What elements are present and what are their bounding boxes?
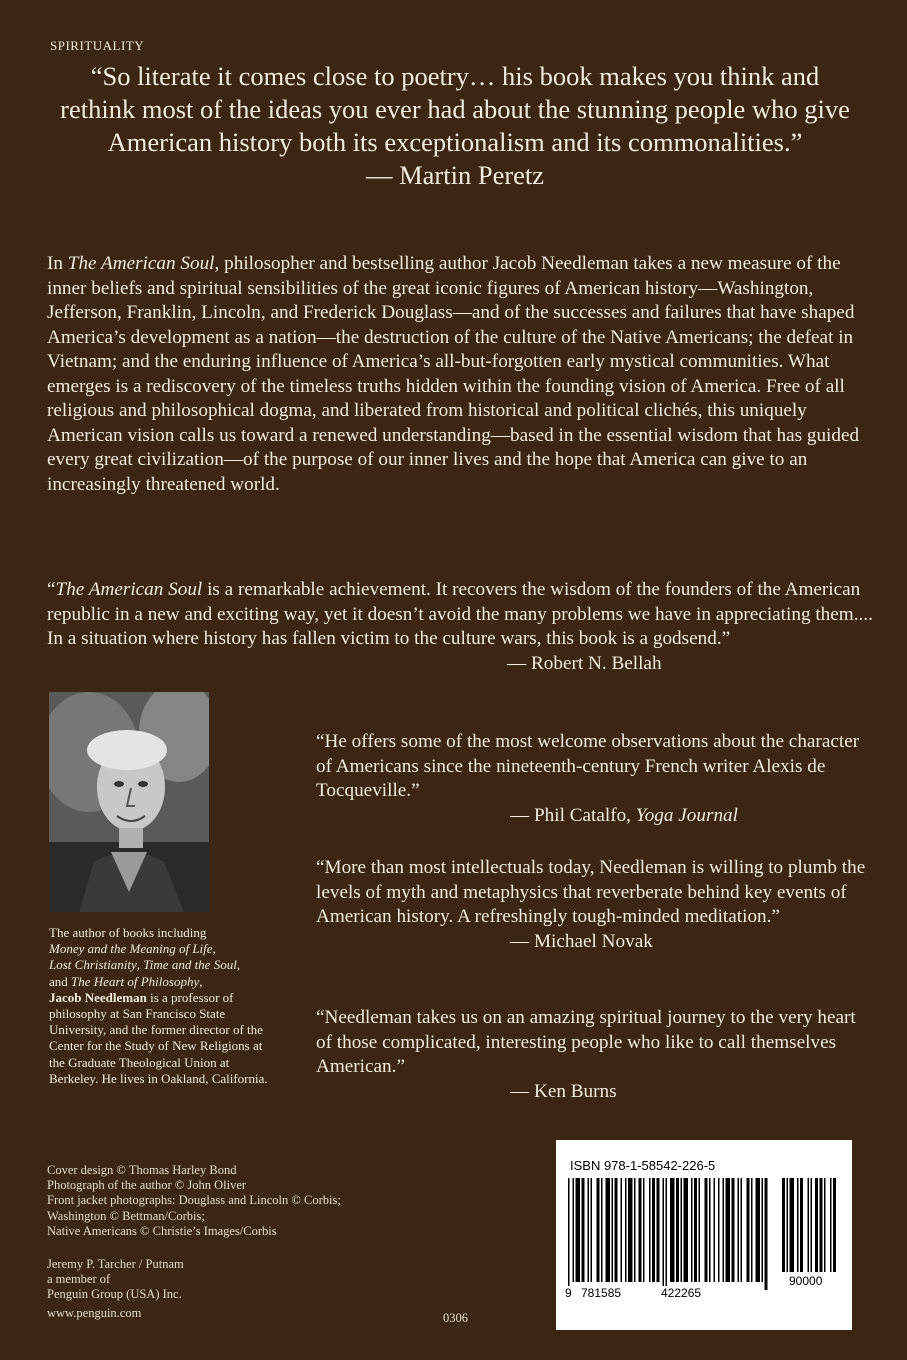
barcode-addon-bar xyxy=(820,1178,823,1272)
bellah-quote xyxy=(47,578,877,676)
bellah-quote-title: The American Soul xyxy=(55,579,203,600)
top-quote-attribution: — Martin Peretz xyxy=(365,160,545,190)
barcode-bar xyxy=(676,1178,679,1282)
barcode-bar xyxy=(576,1178,581,1282)
barcode-bar xyxy=(709,1178,711,1282)
barcode-bar xyxy=(705,1178,708,1282)
barcode-addon-bar xyxy=(800,1178,803,1272)
barcode-bar xyxy=(597,1178,600,1282)
novak-quote-attribution: — Michael Novak xyxy=(510,930,653,952)
barcode-bar xyxy=(601,1178,603,1282)
barcode-addon-bar xyxy=(815,1178,818,1272)
novak-quote-text: “More than most intellectuals today, Needleman is willing to plumb the levels of myth and metaphysics that reverberate behind key events of American history. A refreshingly tough-minded meditation.” xyxy=(316,857,866,927)
publisher-website: www.penguin.com xyxy=(47,1306,142,1320)
barcode-bar xyxy=(612,1178,614,1282)
barcode-addon-bar xyxy=(787,1178,789,1272)
catalfo-attribution-publication: Yoga Journal xyxy=(635,804,738,826)
barcode-bar xyxy=(732,1178,735,1282)
barcode-bar xyxy=(634,1178,636,1282)
burns-quote-text: “Needleman takes us on an amazing spiritual journey to the very heart of those complicated, interesting people who like to call themselves American.” xyxy=(316,1007,856,1077)
barcode-bar xyxy=(573,1178,575,1282)
barcode-bar xyxy=(621,1178,623,1282)
top-quote xyxy=(60,60,850,192)
catalfo-attribution-name: — Phil Catalfo, xyxy=(510,804,636,826)
barcode-bar xyxy=(751,1178,753,1282)
catalfo-quote xyxy=(316,730,876,828)
cover-credits: Cover design © Thomas Harley Bond Photograph of the author © John Oliver Front jacket photographs: Douglass and Lincoln © Corbis; Washington © Bettman/Corbis; Native Americans © Christie’s Images/Corbis xyxy=(47,1163,341,1238)
barcode-bar xyxy=(741,1178,743,1282)
barcode-bar xyxy=(663,1178,665,1290)
bellah-quote-attribution: — Robert N. Bellah xyxy=(507,652,662,674)
description-lead: In xyxy=(47,253,68,274)
author-portrait-image xyxy=(49,692,209,912)
barcode-bar xyxy=(694,1178,697,1282)
barcode-addon-bar xyxy=(797,1178,799,1272)
barcode-addon-bar xyxy=(790,1178,795,1272)
barcode-bar xyxy=(666,1178,668,1290)
bio-book-4: The Heart of Philosophy xyxy=(71,973,200,989)
barcode-bar xyxy=(639,1178,642,1282)
novak-quote xyxy=(316,856,876,954)
barcode-bar xyxy=(756,1178,761,1282)
barcode-bar xyxy=(606,1178,611,1282)
barcode-addon-bar xyxy=(811,1178,813,1272)
barcode-bar xyxy=(582,1178,585,1282)
book-description xyxy=(47,252,867,497)
barcode-bar xyxy=(628,1178,633,1282)
barcode-bar xyxy=(714,1178,716,1282)
barcode-panel xyxy=(556,1140,852,1330)
barcode-bar xyxy=(681,1178,683,1282)
bio-intro: The author of books including xyxy=(49,925,207,940)
barcode-bar xyxy=(643,1178,645,1282)
publisher-imprint: Jeremy P. Tarcher / Putnam a member of Penguin Group (USA) Inc. xyxy=(47,1257,184,1302)
barcode-bar xyxy=(615,1178,618,1282)
barcode-bar xyxy=(726,1178,731,1282)
barcode-bar xyxy=(723,1178,725,1282)
barcode-bar xyxy=(652,1178,655,1282)
bio-and: and xyxy=(49,973,68,989)
barcode-bar xyxy=(625,1178,627,1282)
barcode-bar xyxy=(649,1178,651,1282)
burns-quote xyxy=(316,1006,876,1104)
bio-rest: is a professor of philosophy at San Francisco State University, and the former director of the Center for the Study of New Religions at the Graduate Theological Union at Berkeley. He lives in Oakland, California. xyxy=(49,989,268,1086)
description-title: The American Soul xyxy=(67,253,215,274)
barcode-group-1: 781585 xyxy=(581,1286,622,1300)
barcode-bar xyxy=(670,1178,675,1282)
catalfo-quote-attribution xyxy=(316,804,876,829)
burns-quote-attribution: — Ken Burns xyxy=(510,1080,617,1102)
barcode-bar xyxy=(747,1178,750,1282)
author-bio: The author of books including Money and the Meaning of Life, Lost Christianity, Time and the Soul, and The Heart of Philosophy, Jacob Needleman is a professor of philosophy at San Francisco State University, and the former director of the Center for the Study of New Religions at the Graduate Theological Union at Berkeley. He lives in Oakland, California. xyxy=(49,925,268,1086)
barcode-bar xyxy=(699,1178,701,1282)
barcode-bar xyxy=(718,1178,720,1282)
bellah-quote-open: “ xyxy=(47,579,56,600)
barcode-bar xyxy=(591,1178,593,1282)
barcode-addon-bar xyxy=(824,1178,826,1272)
print-code: 0306 xyxy=(443,1311,468,1325)
barcode-bar xyxy=(684,1178,689,1282)
barcode-bar xyxy=(762,1178,764,1282)
author-photo xyxy=(49,692,209,912)
barcode-addon-bar xyxy=(808,1178,810,1272)
barcode-addon: 90000 xyxy=(789,1274,823,1288)
barcode-bar xyxy=(738,1178,740,1282)
top-quote-text: “So literate it comes close to poetry… his book makes you think and rethink most of the ideas you ever had about the stunning people who give American history both its exceptionalism and its commonalities.” xyxy=(60,61,850,157)
bio-book-3: Time and the Soul xyxy=(143,957,237,973)
catalfo-quote-text: “He offers some of the most welcome observations about the character of Americans since the nineteenth-century French writer Alexis de Tocqueville.” xyxy=(316,731,860,801)
category-label: SPIRITUALITY xyxy=(50,38,145,53)
bio-author-name: Jacob Needleman xyxy=(49,989,147,1005)
barcode-bar xyxy=(691,1178,693,1282)
barcode-bar xyxy=(588,1178,590,1282)
barcode-addon-bar xyxy=(830,1178,832,1272)
barcode-addon-bar xyxy=(833,1178,836,1272)
description-text: , philosopher and bestselling author Jacob Needleman takes a new measure of the inner beliefs and spiritual sensibilities of the great iconic figures of American history—Washington, Jefferson, Franklin, Lincoln, and Frederick Douglass—and of the successes and failures that have shaped America’s development as a nation—the destruction of the culture of the Native Americans; the defeat in Vietnam; and the enduring influence of America’s all-but-forgotten early mystical communities. What emerges is a rediscovery of the timeless truths hidden within the founding vision of America. Free of all religious and philosophical dogma, and liberated from historical and political clichés, this uniquely American vision calls us toward a renewed understanding—based in the essential wisdom that has guided every great civilization—of the purpose of our inner lives and the hope that America can give to an increasingly threatened world. xyxy=(47,253,860,495)
barcode-bar xyxy=(765,1178,768,1290)
bio-book-1: Money and the Meaning of Life xyxy=(49,941,213,957)
barcode-bar xyxy=(657,1178,660,1282)
bio-book-2: Lost Christianity xyxy=(49,957,137,973)
barcode-bar xyxy=(568,1178,570,1290)
barcode-addon-bar xyxy=(782,1178,785,1272)
barcode-group-2: 422265 xyxy=(661,1286,702,1300)
bellah-quote-text: is a remarkable achievement. It recovers the wisdom of the founders of the American republic in a new and exciting way, yet it doesn’t avoid the many problems we have in appreciating them.... In a situation where history has fallen victim to the culture wars, this book is a godsend.” xyxy=(47,579,873,649)
barcode-first-digit: 9 xyxy=(565,1286,572,1300)
isbn-label: ISBN 978-1-58542-226-5 xyxy=(570,1158,716,1173)
